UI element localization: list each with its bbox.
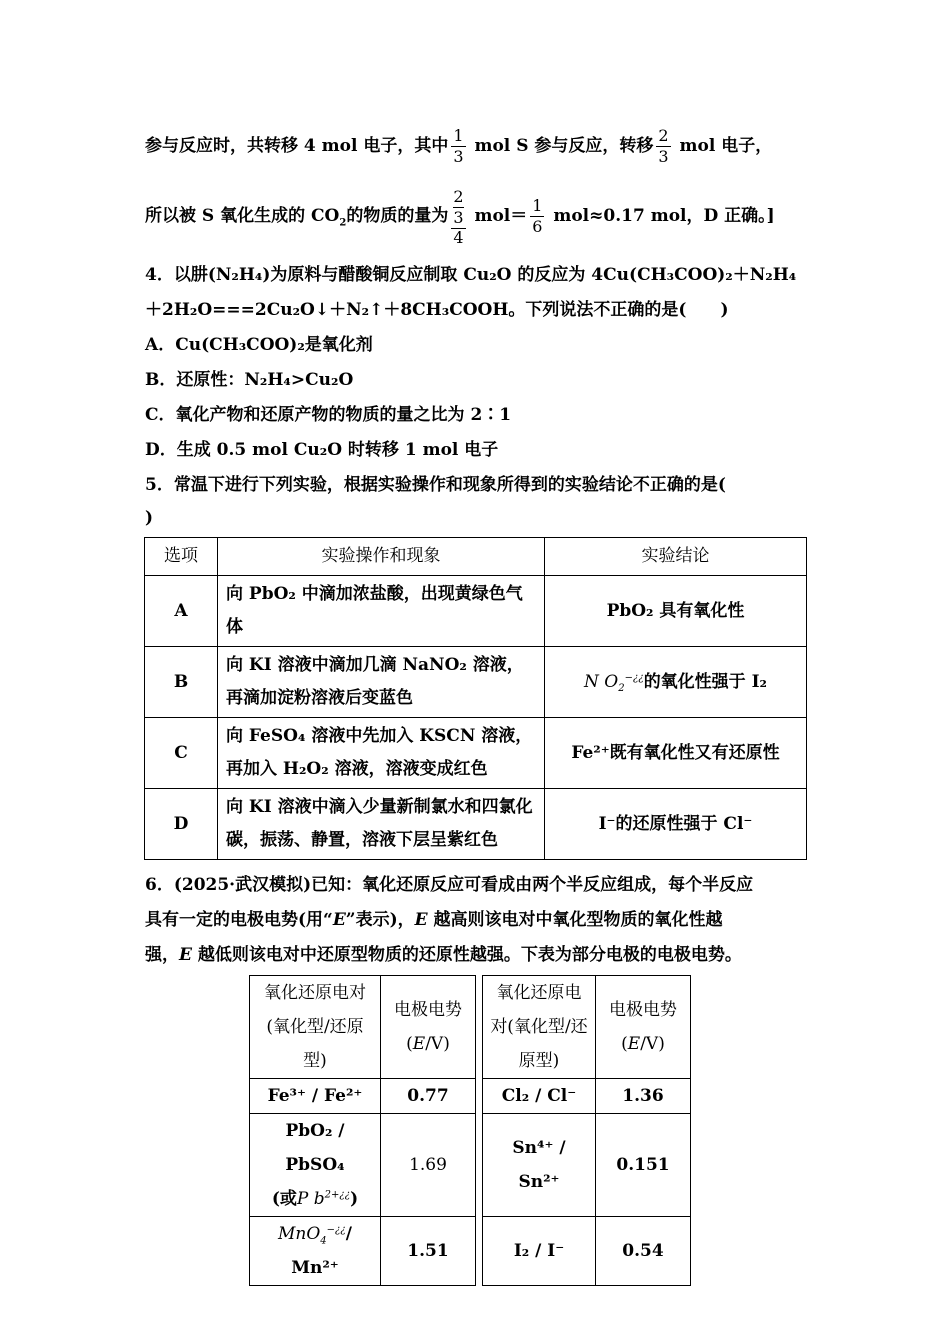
- fraction-2-3: $\frac{2}{3}$: [658, 126, 669, 166]
- q4-option-a: A．Cu(CH₃COO)₂是氧化剂: [145, 335, 373, 355]
- potential-table: [249, 975, 691, 1286]
- q6-line-1: 6．(2025·武汉模拟)已知：氧化还原反应可看成由两个半反应组成，每个半反应: [145, 875, 754, 895]
- question-6: [145, 868, 810, 973]
- table-row: PbO₂ / PbSO₄ (或P $b^{2+¿¿}$) 1.69 Sn⁴⁺ / Sn²⁺ 0.151: [250, 1114, 691, 1217]
- table-row: B 向 KI 溶液中滴加几滴 NaNO₂ 溶液，再滴加淀粉溶液后变蓝色 N $O_2^{-¿¿}$的氧化性强于 I₂: [145, 647, 807, 718]
- q4-option-c: C．氧化产物和还原产物的物质的量之比为 2∶1: [145, 405, 512, 425]
- question-5: [145, 468, 810, 533]
- header-couple-1: 氧化还原电对(氧化型/还原型): [250, 976, 381, 1079]
- header-option: 选项: [145, 538, 218, 576]
- fraction-1-6: $\frac{1}{6}$: [532, 196, 543, 236]
- q5-line-2: ): [145, 508, 154, 528]
- header-conclusion: 实验结论: [545, 538, 807, 576]
- table-header-row: [145, 538, 807, 576]
- q6-line-2: 具有一定的电极电势(用“E”表示)，E 越高则该电对中氧化型物质的氧化性越: [145, 910, 723, 930]
- question-4: [145, 258, 810, 468]
- fraction-1-3: $\frac{1}{3}$: [453, 126, 464, 166]
- solution-text: [145, 118, 810, 533]
- table-header-row: [250, 976, 691, 1079]
- header-couple-2: 氧化还原电对(氧化型/还原型): [483, 976, 596, 1079]
- table-row: Fe³⁺ / Fe²⁺ 0.77 Cl₂ / Cl⁻ 1.36: [250, 1079, 691, 1114]
- nested-fraction: $\frac{\frac{2}{3}}{4}$: [453, 186, 464, 247]
- q4-option-b: B．还原性：N₂H₄>Cu₂O: [145, 370, 354, 390]
- header-operation: 实验操作和现象: [218, 538, 545, 576]
- experiment-table: [144, 537, 807, 860]
- header-potential-2: 电极电势(E/V): [596, 976, 691, 1079]
- table-row: C 向 FeSO₄ 溶液中先加入 KSCN 溶液，再加入 H₂O₂ 溶液，溶液变成红色 Fe²⁺既有氧化性又有还原性: [145, 718, 807, 789]
- table-row: MnO$_4$−¿¿/ Mn²⁺ 1.51 I₂ / I⁻ 0.54: [250, 1217, 691, 1286]
- table-row: A 向 PbO₂ 中滴加浓盐酸，出现黄绿色气体 PbO₂ 具有氧化性: [145, 576, 807, 647]
- table-row: D 向 KI 溶液中滴入少量新制氯水和四氯化碳，振荡、静置，溶液下层呈紫红色 I⁻的还原性强于 Cl⁻: [145, 789, 807, 860]
- q4-option-d: D．生成 0.5 mol Cu₂O 时转移 1 mol 电子: [145, 440, 499, 460]
- conclusion-b: N $O_2^{-¿¿}$的氧化性强于 I₂: [545, 647, 807, 718]
- q4-line-1: 4．以肼(N₂H₄)为原料与醋酸铜反应制取 Cu₂O 的反应为 4Cu(CH₃COO)₂＋N₂H₄: [145, 265, 797, 285]
- header-potential-1: 电极电势(E/V): [381, 976, 476, 1079]
- solution-line-2: 所以被 S 氧化生成的 $CO_2$的物质的量为 $\frac{\frac{2}{3}}{4}$ mol＝ $\frac{1}{6}$ mol≈0.17 mol，D 正确。]: [145, 186, 775, 247]
- q5-line-1: 5．常温下进行下列实验，根据实验操作和现象所得到的实验结论不正确的是(: [145, 475, 726, 495]
- q4-line-2: ＋2H₂O===2Cu₂O↓＋N₂↑＋8CH₃COOH。下列说法不正确的是( ): [145, 300, 729, 320]
- q6-line-3: 强，E 越低则该电对中还原型物质的还原性越强。下表为部分电极的电极电势。: [145, 945, 742, 965]
- solution-line-1: 参与反应时，共转移 4 mol 电子，其中 $\frac{1}{3}$ mol S 参与反应，转移 $\frac{2}{3}$ mol 电子，: [145, 126, 773, 166]
